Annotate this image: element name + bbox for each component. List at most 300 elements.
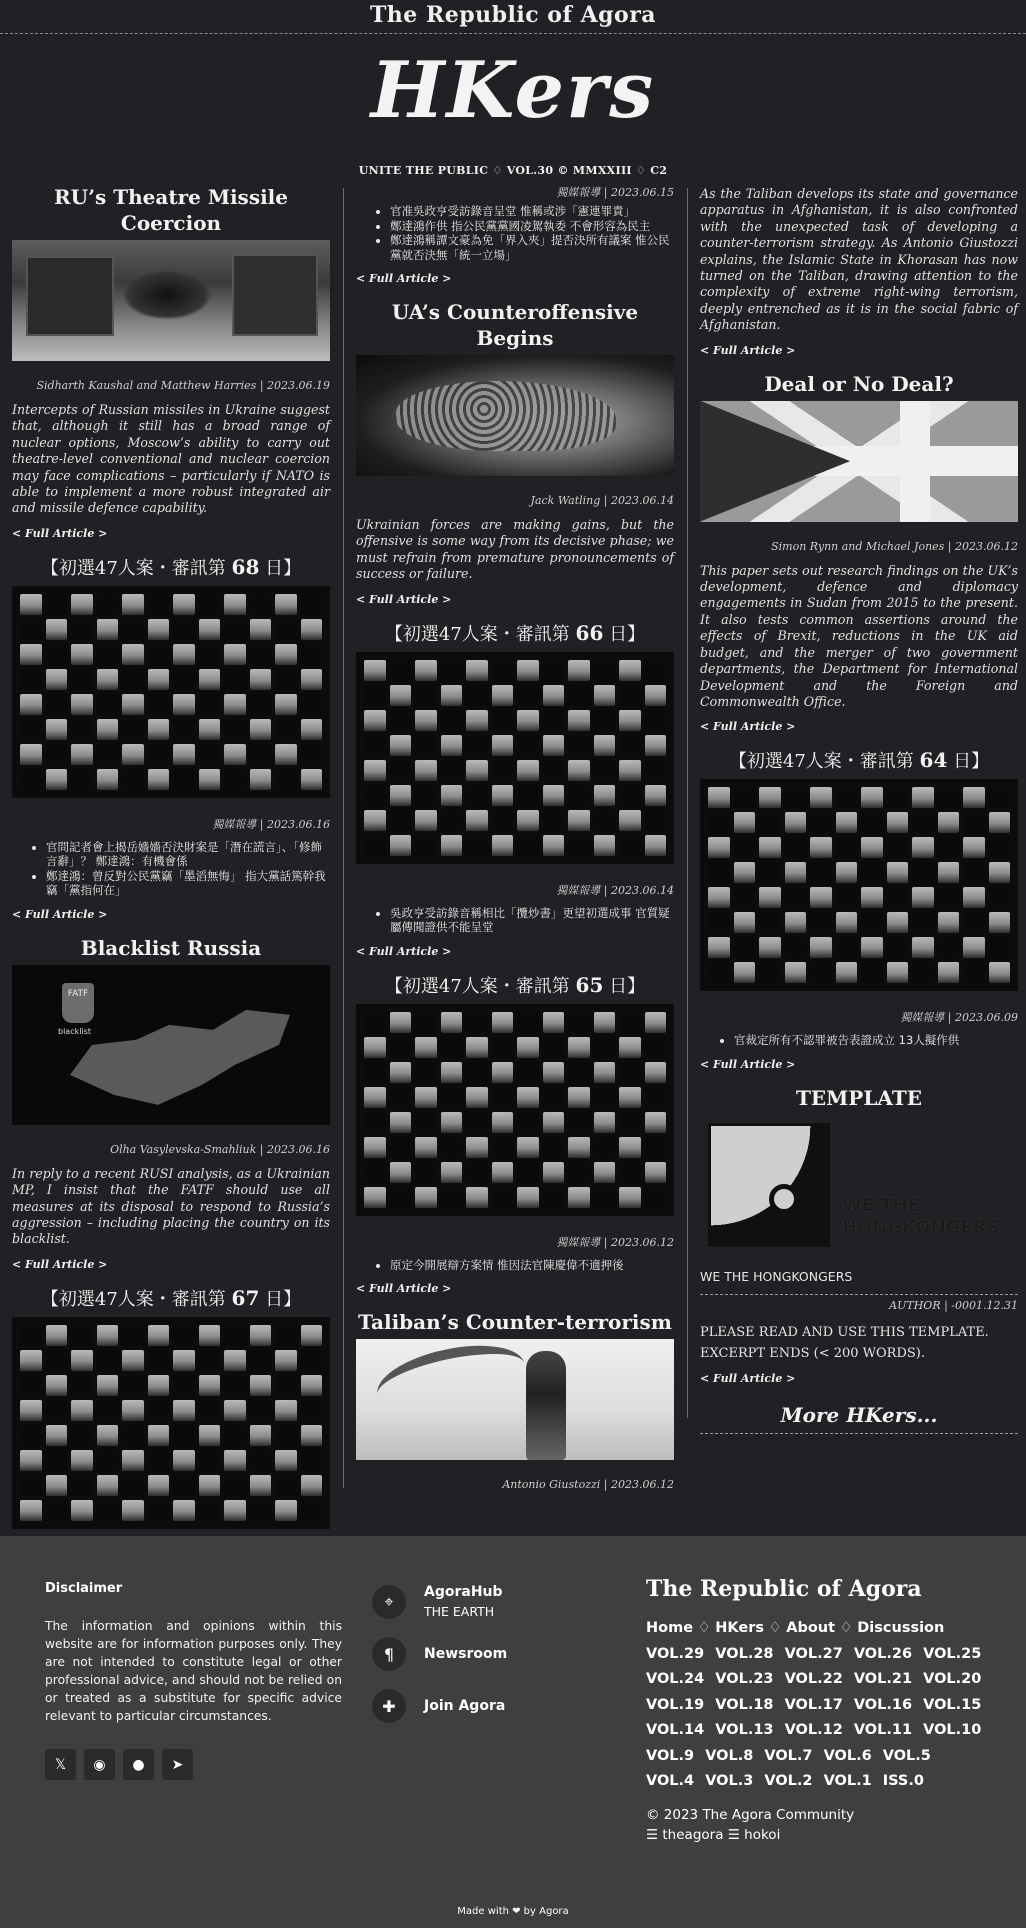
portrait-tile <box>390 1062 412 1083</box>
blank-tile <box>364 735 386 756</box>
full-article-link[interactable]: < Full Article > <box>700 343 796 357</box>
portrait-tile <box>97 1425 119 1446</box>
blank-tile <box>97 1450 119 1471</box>
portrait-tile <box>97 719 119 740</box>
volume-link[interactable]: VOL.12 <box>784 1722 854 1738</box>
portrait-tile <box>441 1112 463 1133</box>
blank-tile <box>785 937 807 958</box>
article-image[interactable] <box>356 1339 674 1460</box>
blank-tile <box>199 644 221 665</box>
portrait-tile <box>785 812 807 833</box>
blank-tile <box>275 1325 297 1346</box>
blank-tile <box>938 937 960 958</box>
portrait-tile <box>645 1062 667 1083</box>
volume-link[interactable]: VOL.1 <box>823 1773 883 1789</box>
blank-tile <box>46 694 68 715</box>
article-title[interactable]: UA’s Counteroffensive Begins <box>391 300 639 350</box>
blank-tile <box>466 1112 488 1133</box>
portrait-tile <box>543 1012 565 1033</box>
nav-separator: ♢ <box>764 1620 787 1636</box>
blank-tile <box>645 1087 667 1108</box>
portrait-tile <box>466 1137 488 1158</box>
portrait-tile <box>275 694 297 715</box>
blank-tile <box>810 912 832 933</box>
blank-tile <box>364 685 386 706</box>
volume-link[interactable]: ISS.0 <box>882 1773 924 1789</box>
portrait-tile <box>594 735 616 756</box>
blank-tile <box>122 719 144 740</box>
footer-brand[interactable]: The Republic of Agora <box>646 1576 922 1602</box>
news-bullet: • 官問記者會上揭岳嬙嬙否決財案是「潛在謊言」、「修飾言辭」？ 鄭達鴻：有機會係 <box>46 840 330 869</box>
portrait-tile <box>148 769 170 790</box>
volume-link[interactable]: VOL.18 <box>715 1696 785 1713</box>
portrait-tile <box>199 669 221 690</box>
blank-tile <box>364 835 386 856</box>
volume-link[interactable]: VOL.22 <box>784 1671 854 1687</box>
github-icon[interactable]: ◉ <box>84 1749 115 1780</box>
footer-nav-hkers[interactable]: HKers <box>715 1620 764 1636</box>
volume-link[interactable]: VOL.3 <box>705 1773 765 1789</box>
blank-tile <box>390 1037 412 1058</box>
court-report-title[interactable]: 【初選47人案・審訊第 64 日】 <box>728 748 990 773</box>
blank-tile <box>250 644 272 665</box>
article-byline: Olha Vasylevska-Smahliuk | 2023.06.16 <box>110 1142 330 1156</box>
twitter-icon[interactable]: 𝕏 <box>45 1749 76 1780</box>
article-byline: Sidharth Kaushal and Matthew Harries | 2023.06.19 <box>36 379 330 392</box>
portrait-tile <box>250 1375 272 1396</box>
portrait-tile <box>390 1162 412 1183</box>
blank-tile <box>619 785 641 806</box>
blank-tile <box>836 837 858 858</box>
blank-tile <box>250 1350 272 1371</box>
blank-tile <box>250 594 272 615</box>
blank-tile <box>415 735 437 756</box>
blank-tile <box>785 837 807 858</box>
blank-tile <box>466 1062 488 1083</box>
blank-tile <box>71 719 93 740</box>
portrait-tile <box>568 1087 590 1108</box>
portrait-tile <box>20 1350 42 1371</box>
portrait-tile <box>97 1325 119 1346</box>
launcher-shape <box>232 254 318 336</box>
article-byline: Jack Watling | 2023.06.14 <box>530 494 674 507</box>
full-article-link[interactable]: < Full Article > <box>356 944 452 958</box>
portrait-tile <box>199 769 221 790</box>
portrait-tile <box>492 1162 514 1183</box>
blank-tile <box>568 685 590 706</box>
portrait-tile <box>20 1400 42 1421</box>
portrait-tile <box>645 1112 667 1133</box>
volume-link[interactable]: VOL.16 <box>853 1696 924 1713</box>
footer-nav-discussion[interactable]: Discussion <box>857 1620 945 1636</box>
portrait-tile <box>441 1012 463 1033</box>
full-article-link[interactable]: < Full Article > <box>356 1282 452 1296</box>
portrait-tile <box>250 669 272 690</box>
blank-tile <box>517 1162 539 1183</box>
portrait-tile <box>912 887 934 908</box>
portrait-tile <box>250 1475 272 1496</box>
blank-tile <box>568 735 590 756</box>
blank-tile <box>173 1425 195 1446</box>
volume-link[interactable]: VOL.25 <box>923 1645 982 1662</box>
portrait-tile <box>734 962 756 983</box>
blank-tile <box>568 1012 590 1033</box>
blank-tile <box>275 769 297 790</box>
portrait-tile <box>173 694 195 715</box>
full-article-link[interactable]: < Full Article > <box>356 272 452 285</box>
blank-tile <box>199 1350 221 1371</box>
portrait-tile <box>301 769 323 790</box>
blank-tile <box>71 1375 93 1396</box>
portrait-tile <box>46 1475 68 1496</box>
blank-tile <box>887 787 909 808</box>
portrait-tile <box>594 685 616 706</box>
portrait-tile <box>989 812 1011 833</box>
full-article-link[interactable]: < Full Article > <box>356 592 452 606</box>
blank-tile <box>619 835 641 856</box>
blank-tile <box>568 1112 590 1133</box>
blank-tile <box>645 1037 667 1058</box>
blank-tile <box>199 1400 221 1421</box>
portrait-tile <box>199 1375 221 1396</box>
blank-tile <box>20 669 42 690</box>
pilcrow-icon: ¶ <box>372 1637 406 1671</box>
portrait-tile <box>734 812 756 833</box>
article-byline: 獨媒報導 | 2023.06.15 <box>556 186 674 199</box>
portrait-tile <box>224 644 246 665</box>
blank-tile <box>810 812 832 833</box>
blank-tile <box>887 887 909 908</box>
volume-link[interactable]: VOL.24 <box>646 1671 716 1687</box>
blank-tile <box>301 694 323 715</box>
article-title[interactable]: Deal or No Deal? <box>764 371 954 396</box>
portrait-tile <box>415 1037 437 1058</box>
court-report-title[interactable]: 【初選47人案・審訊第 67 日】 <box>40 1285 302 1310</box>
blank-tile <box>199 744 221 765</box>
full-article-link[interactable]: < Full Article > <box>700 1371 796 1385</box>
portrait-tile <box>415 710 437 731</box>
portrait-tile <box>619 1187 641 1208</box>
portrait-tile <box>415 1087 437 1108</box>
volume-link[interactable]: VOL.29 <box>646 1645 716 1662</box>
portrait-tile <box>301 619 323 640</box>
volume-link[interactable]: VOL.14 <box>646 1722 716 1738</box>
blank-tile <box>199 594 221 615</box>
full-article-link[interactable]: < Full Article > <box>700 720 796 734</box>
more-hkers-link[interactable]: More HKers... <box>780 1402 938 1427</box>
portrait-tile <box>989 962 1011 983</box>
nav-separator: ♢ <box>835 1620 858 1636</box>
blank-tile <box>912 962 934 983</box>
portrait-tile <box>492 685 514 706</box>
blank-tile <box>122 1475 144 1496</box>
portrait-tile <box>199 1325 221 1346</box>
portrait-tile <box>148 669 170 690</box>
portrait-tile <box>46 669 68 690</box>
portrait-tile <box>708 787 730 808</box>
news-bullet: • 原定今開展辯方案情 惟因法官陳慶偉不適押後 <box>390 1258 674 1273</box>
blank-tile <box>250 694 272 715</box>
defendants-grid-image[interactable] <box>356 652 674 864</box>
blank-tile <box>734 787 756 808</box>
blank-tile <box>148 644 170 665</box>
site-brand[interactable]: The Republic of Agora <box>369 2 657 28</box>
portrait-tile <box>492 835 514 856</box>
portrait-tile <box>20 1450 42 1471</box>
article-image[interactable] <box>12 965 330 1125</box>
blank-tile <box>517 835 539 856</box>
blank-tile <box>224 1325 246 1346</box>
defendants-grid-image[interactable] <box>700 779 1018 991</box>
full-article-link[interactable]: < Full Article > <box>700 1057 796 1071</box>
portrait-tile <box>173 644 195 665</box>
blank-tile <box>441 1187 463 1208</box>
portrait-tile <box>390 785 412 806</box>
volume-link[interactable]: VOL.7 <box>764 1747 824 1764</box>
article-title[interactable]: TEMPLATE <box>796 1085 922 1110</box>
blank-tile <box>568 1162 590 1183</box>
blank-tile <box>594 710 616 731</box>
blank-tile <box>543 1187 565 1208</box>
footer-link-agorahub[interactable]: ⌖ AgoraHub THE EARTH <box>372 1584 602 1619</box>
portrait-tile <box>224 1450 246 1471</box>
portrait-tile <box>20 744 42 765</box>
volume-link[interactable]: VOL.19 <box>646 1696 716 1713</box>
blank-tile <box>466 1162 488 1183</box>
portrait-tile <box>199 1425 221 1446</box>
blank-tile <box>415 835 437 856</box>
social-links <box>45 1749 342 1780</box>
portrait-tile <box>492 785 514 806</box>
blank-tile <box>466 685 488 706</box>
volume-link[interactable]: VOL.2 <box>764 1773 824 1789</box>
template-image-caption: WE THE HONGKONGERS <box>842 1194 1000 1238</box>
defendants-grid-image[interactable] <box>12 1317 330 1529</box>
portrait-tile <box>20 1500 42 1521</box>
blank-tile <box>568 1062 590 1083</box>
column-divider <box>687 188 688 1418</box>
portrait-tile <box>963 887 985 908</box>
volume-link[interactable]: VOL.23 <box>715 1671 785 1687</box>
portrait-tile <box>517 1037 539 1058</box>
telegram-icon[interactable]: ➤ <box>162 1749 193 1780</box>
court-report-title[interactable]: 【初選47人案・審訊第 66 日】 <box>384 620 646 645</box>
article-byline: Antonio Giustozzi | 2023.06.12 <box>502 1478 674 1492</box>
portrait-tile <box>71 1450 93 1471</box>
blank-tile <box>938 887 960 908</box>
volume-link[interactable]: VOL.11 <box>853 1722 924 1738</box>
article-excerpt: As the Taliban develops its state and governance apparatus in Afghanistan, it is also confronted with the unexpected task of developing a counter-terrorism strategy. As Antonio Giustozzi explains, the Islamic State in Khorasan has now turned on the Taliban, drawing attention to the complexity of extreme right-wing terrorism, deeply entrenched as it is in the social fabric of Afghanistan. <box>700 186 1018 333</box>
volume-link[interactable]: VOL.9 <box>646 1747 706 1764</box>
column-right <box>700 180 1018 1434</box>
article-title[interactable]: Taliban’s Counter-terrorism <box>358 1310 672 1335</box>
blank-tile <box>912 862 934 883</box>
portrait-tile <box>173 1450 195 1471</box>
footer-nav-about[interactable]: About <box>786 1620 836 1636</box>
full-article-link[interactable]: < Full Article > <box>12 526 108 540</box>
defendants-grid-image[interactable] <box>356 1004 674 1216</box>
blank-tile <box>543 810 565 831</box>
portrait-tile <box>415 810 437 831</box>
blank-tile <box>46 644 68 665</box>
blank-tile <box>836 937 858 958</box>
template-image[interactable] <box>700 1115 1018 1251</box>
blank-tile <box>20 1425 42 1446</box>
article-image[interactable] <box>12 240 330 361</box>
article-image[interactable] <box>356 355 674 476</box>
volume-link[interactable]: VOL.13 <box>715 1722 785 1738</box>
blank-tile <box>708 862 730 883</box>
article-byline: 獨媒報導 | 2023.06.09 <box>900 1011 1018 1025</box>
fighter-shape <box>526 1351 566 1460</box>
ring-shape <box>769 1184 799 1214</box>
portrait-tile <box>708 837 730 858</box>
volume-link[interactable]: VOL.10 <box>923 1722 982 1738</box>
site-logo[interactable]: HKers <box>370 45 656 136</box>
blank-tile <box>568 785 590 806</box>
article-title[interactable]: Blacklist Russia <box>80 935 262 960</box>
blank-tile <box>517 785 539 806</box>
volume-link[interactable]: VOL.8 <box>705 1747 765 1764</box>
portrait-tile <box>517 660 539 681</box>
portrait-tile <box>619 660 641 681</box>
article-title[interactable]: RU’s Theatre Missile Coercion <box>54 185 288 235</box>
portrait-tile <box>148 1325 170 1346</box>
blank-tile <box>301 1350 323 1371</box>
portrait-tile <box>466 660 488 681</box>
blank-tile <box>224 769 246 790</box>
portrait-tile <box>836 812 858 833</box>
news-bullets <box>390 204 674 262</box>
portrait-tile <box>390 1112 412 1133</box>
portrait-tile <box>71 1400 93 1421</box>
portrait-tile <box>759 887 781 908</box>
portrait-tile <box>364 1137 386 1158</box>
article-image[interactable] <box>700 401 1018 522</box>
volume-link[interactable]: VOL.15 <box>923 1696 982 1713</box>
volume-link[interactable]: VOL.28 <box>715 1645 785 1662</box>
volume-link[interactable]: VOL.26 <box>853 1645 924 1662</box>
blank-tile <box>810 962 832 983</box>
blank-tile <box>989 837 1011 858</box>
volume-link[interactable]: VOL.6 <box>823 1747 883 1764</box>
volume-link[interactable]: VOL.20 <box>923 1671 982 1687</box>
portrait-tile <box>441 785 463 806</box>
news-bullet: • 官裁定所有不認罪被告表證成立 13人擬作供 <box>734 1033 1018 1048</box>
portrait-tile <box>645 1162 667 1183</box>
column-left <box>12 180 330 1529</box>
footer-link-newsroom[interactable]: ¶ Newsroom <box>372 1637 602 1671</box>
court-report-title[interactable]: 【初選47人案・審訊第 65 日】 <box>384 972 646 997</box>
blank-tile <box>594 660 616 681</box>
blank-tile <box>708 962 730 983</box>
blank-tile <box>250 1500 272 1521</box>
blank-tile <box>46 744 68 765</box>
reddit-icon[interactable]: ● <box>123 1749 154 1780</box>
portrait-tile <box>441 735 463 756</box>
portrait-tile <box>441 835 463 856</box>
blank-tile <box>199 694 221 715</box>
blank-tile <box>912 812 934 833</box>
portrait-tile <box>97 1375 119 1396</box>
blank-tile <box>415 1012 437 1033</box>
blank-tile <box>199 1500 221 1521</box>
blank-tile <box>122 669 144 690</box>
portrait-tile <box>224 1500 246 1521</box>
blank-tile <box>46 1500 68 1521</box>
blank-tile <box>122 619 144 640</box>
defendants-grid-image[interactable] <box>12 586 330 798</box>
portrait-tile <box>275 1450 297 1471</box>
blank-tile <box>173 769 195 790</box>
blank-tile <box>148 594 170 615</box>
portrait-tile <box>887 812 909 833</box>
blank-tile <box>517 1112 539 1133</box>
portrait-tile <box>173 1400 195 1421</box>
portrait-tile <box>836 962 858 983</box>
portrait-tile <box>441 1162 463 1183</box>
portrait-tile <box>645 685 667 706</box>
portrait-tile <box>301 1325 323 1346</box>
article-excerpt: This paper sets out research findings on the UK’s development, defence and diplomacy engagements in Sudan from 2015 to the present. It also tests common assertions around the effects of Brexit, reductions in the UK aid budget, and the merger of two government departments, the Department for International Development and the Foreign and Commonwealth Office. <box>700 562 1018 709</box>
portrait-tile <box>97 619 119 640</box>
portrait-tile <box>97 769 119 790</box>
portrait-tile <box>517 810 539 831</box>
volume-link[interactable]: VOL.17 <box>784 1696 854 1713</box>
blank-tile <box>250 1450 272 1471</box>
portrait-tile <box>390 735 412 756</box>
portrait-tile <box>415 660 437 681</box>
blank-tile <box>301 1450 323 1471</box>
portrait-tile <box>466 810 488 831</box>
portrait-tile <box>861 937 883 958</box>
portrait-tile <box>122 594 144 615</box>
blank-tile <box>364 1162 386 1183</box>
blank-tile <box>173 1475 195 1496</box>
volume-link[interactable]: VOL.21 <box>853 1671 924 1687</box>
blank-tile <box>20 719 42 740</box>
portrait-tile <box>594 835 616 856</box>
full-article-link[interactable]: < Full Article > <box>12 1257 108 1271</box>
blank-tile <box>224 1475 246 1496</box>
portrait-tile <box>46 769 68 790</box>
portrait-tile <box>224 1350 246 1371</box>
portrait-tile <box>122 644 144 665</box>
masthead <box>0 45 1026 177</box>
fatf-badge: FATF <box>62 983 94 1023</box>
russia-map-shape <box>70 1005 290 1105</box>
footer-nav-home[interactable]: Home <box>646 1620 694 1636</box>
portrait-tile <box>20 694 42 715</box>
volume-link[interactable]: VOL.5 <box>882 1747 931 1764</box>
blank-tile <box>708 912 730 933</box>
blank-tile <box>517 685 539 706</box>
footer-link-join[interactable]: ✚ Join Agora <box>372 1689 602 1723</box>
blank-tile <box>275 669 297 690</box>
portrait-tile <box>759 787 781 808</box>
article-byline: 獨媒報導 | 2023.06.14 <box>556 883 674 897</box>
portrait-tile <box>517 760 539 781</box>
full-article-link[interactable]: < Full Article > <box>12 907 108 921</box>
news-bullet: • 鄭達鴻稱譚文豪為免「界入夾」提否決所有議案 惟公民黨就否決無「統一立場」 <box>390 233 674 262</box>
blank-tile <box>645 710 667 731</box>
court-report-title[interactable]: 【初選47人案・審訊第 68 日】 <box>40 554 302 579</box>
portrait-tile <box>148 1375 170 1396</box>
volume-link[interactable]: VOL.27 <box>784 1645 854 1662</box>
portrait-tile <box>46 619 68 640</box>
volume-link[interactable]: VOL.4 <box>646 1773 706 1789</box>
portrait-tile <box>20 594 42 615</box>
